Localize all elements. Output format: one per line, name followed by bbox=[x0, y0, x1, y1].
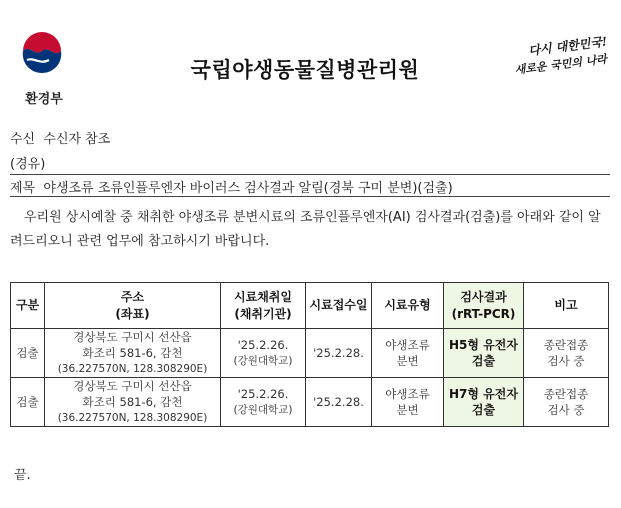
address-line-1: 경상북도 구미시 선산읍 bbox=[73, 330, 192, 344]
cell-category: 검출 bbox=[11, 378, 45, 427]
ministry-name: 환경부 bbox=[25, 92, 63, 107]
note-line-2: 검사 중 bbox=[547, 403, 585, 417]
subject-line: 제목 야생조류 조류인플루엔자 바이러스 검사결과 알림(경북 구미 분변)(검출) bbox=[10, 181, 453, 196]
cell-note bbox=[524, 378, 609, 427]
closing-mark: 끝. bbox=[14, 468, 31, 483]
table-header-row bbox=[11, 283, 609, 329]
sample-type-line-2: 분변 bbox=[396, 403, 419, 417]
government-emblem-icon bbox=[20, 32, 64, 76]
sample-type-line-2: 분변 bbox=[396, 354, 419, 368]
slogan-line-2: 새로운 국민의 나라 bbox=[513, 52, 608, 77]
header-result-label: 검사결과 bbox=[460, 289, 507, 304]
cell-received-date: '25.2.28. bbox=[306, 329, 372, 378]
header-received-date: 시료접수일 bbox=[306, 283, 372, 329]
organization-title: 국립야생동물질병관리원 bbox=[190, 58, 420, 82]
subject-top-rule bbox=[10, 174, 610, 175]
result-line-1: H5형 유전자 bbox=[449, 338, 518, 352]
document-header bbox=[0, 0, 621, 110]
slogan-line-1: 다시 대한민국! bbox=[527, 34, 608, 58]
header-address bbox=[45, 283, 221, 329]
sampling-date: '25.2.26. bbox=[237, 387, 289, 401]
address-line-2: 화조리 581-6, 감천 bbox=[82, 346, 183, 360]
address-coords: (36.227570N, 128.308290E) bbox=[57, 363, 208, 375]
header-category: 구분 bbox=[11, 283, 45, 329]
note-line-2: 검사 중 bbox=[547, 354, 585, 368]
cell-sample-type bbox=[372, 329, 444, 378]
sampling-org: (강원대학교) bbox=[233, 355, 293, 367]
slogan-calligraphy bbox=[510, 32, 615, 90]
header-address-sub: (좌표) bbox=[115, 306, 150, 321]
sample-type-line-1: 야생조류 bbox=[385, 338, 430, 352]
test-results-table bbox=[10, 282, 609, 427]
cell-result bbox=[444, 378, 524, 427]
sampling-org: (강원대학교) bbox=[233, 404, 293, 416]
header-address-label: 주소 bbox=[120, 289, 145, 304]
cell-category: 검출 bbox=[11, 329, 45, 378]
cell-sample-type bbox=[372, 378, 444, 427]
table-row bbox=[11, 329, 609, 378]
address-line-1: 경상북도 구미시 선산읍 bbox=[73, 379, 192, 393]
address-coords: (36.227570N, 128.308290E) bbox=[57, 412, 208, 424]
subject-bottom-rule bbox=[10, 196, 610, 197]
note-line-1: 종란접종 bbox=[543, 338, 589, 352]
cell-address bbox=[45, 378, 221, 427]
result-line-1: H7형 유전자 bbox=[449, 387, 518, 401]
recipient-line: 수신 수신자 참조 bbox=[10, 132, 111, 147]
header-sampling-date-sub: (채취기관) bbox=[234, 306, 292, 321]
cell-note bbox=[524, 329, 609, 378]
cell-address bbox=[45, 329, 221, 378]
cell-sampling-date bbox=[221, 378, 306, 427]
cell-result bbox=[444, 329, 524, 378]
header-result-sub: (rRT-PCR) bbox=[451, 306, 516, 321]
cell-sampling-date bbox=[221, 329, 306, 378]
header-result bbox=[444, 283, 524, 329]
header-sampling-date-label: 시료채취일 bbox=[234, 289, 292, 304]
result-line-2: 검출 bbox=[471, 403, 496, 417]
header-sample-type: 시료유형 bbox=[372, 283, 444, 329]
note-line-1: 종란접종 bbox=[543, 387, 589, 401]
via-line: (경유) bbox=[10, 157, 46, 172]
header-note: 비고 bbox=[524, 283, 609, 329]
sample-type-line-1: 야생조류 bbox=[385, 387, 430, 401]
table-row bbox=[11, 378, 609, 427]
notice-body: 우리원 상시예찰 중 채취한 야생조류 분변시료의 조류인플루엔자(AI) 검사결과(검출)를 아래와 같이 알려드리오니 관련 업무에 참고하시기 바랍니다. bbox=[10, 210, 601, 249]
result-line-2: 검출 bbox=[471, 354, 496, 368]
sampling-date: '25.2.26. bbox=[237, 338, 289, 352]
cell-received-date: '25.2.28. bbox=[306, 378, 372, 427]
header-sampling-date bbox=[221, 283, 306, 329]
address-line-2: 화조리 581-6, 감천 bbox=[82, 395, 183, 409]
